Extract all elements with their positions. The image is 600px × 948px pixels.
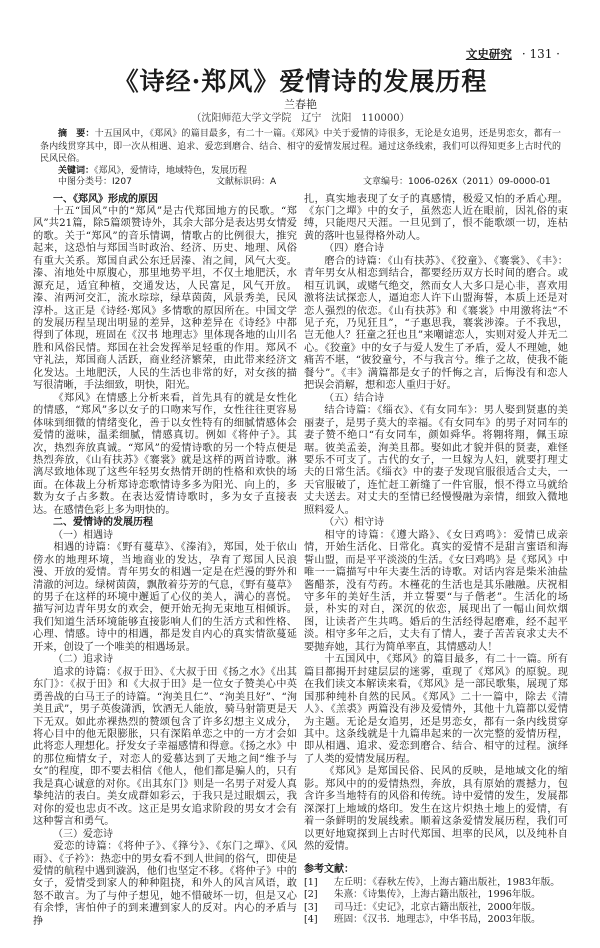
reference-item <box>304 889 568 901</box>
paragraph: 扎，真实地表现了女子的真感情，极爱又怕的矛盾心理。《东门之墠》中的女子，虽然恋人近在眼前，因礼俗的束缚，只能咫尺天涯。一旦见到了，恨不能歌颂一切，连枯黄的落叶也显得格外动人。 <box>304 193 568 242</box>
article-number: 文章编号：1006-026X（2011）09-0000-01 <box>363 177 551 187</box>
body-columns <box>33 194 568 929</box>
reference-text: 班固：《汉书．地理志》，中华书局，2003年版。 <box>334 914 541 926</box>
references-heading: 参考文献： <box>304 863 354 875</box>
abstract-label: 摘 要： <box>58 129 95 139</box>
paragraph: 磨合的诗篇：《山有扶苏》、《狡童》、《褰裳》、《丰》：青年男女从相恋到结合，都要经历双方长时间的磨合。或相互讥讽，或赌气绝交，然而女人大多口是心非，喜欢用激将法试探恋人，逼迫恋人许下山盟海誓，本质上还是对恋人强烈的依恋。《山有扶苏》和《褰裳》中用激将法“不见子充，乃见狂且”，“子惠思我，褰裳涉溱。子不我思，岂无他人？狂童之狂也且”来嘲谑恋人，实则对爱人并无二心。《狡童》中的女子与爱人发生了矛盾，爱人不理她，她痛苦不堪，“彼狡童兮，不与我言兮。维子之故，使我不能餐兮”。《丰》满篇都是女子的忏悔之言，后悔没有和恋人把误会消解，想和恋人重归于好。 <box>304 255 568 392</box>
subsection-heading: （五）结合诗 <box>324 392 384 404</box>
keywords-text: 《郑风》，爱情诗，地域特色，发展历程 <box>94 165 248 176</box>
clc-number: 中图分类号：I207 <box>58 177 132 187</box>
reference-text: 左丘明：《春秋左传》，上海古籍出版社，1983年版。 <box>334 876 560 888</box>
subsection-heading: （一）相遇诗 <box>53 529 113 541</box>
section-heading: 二、爱情诗的发展历程 <box>53 517 153 529</box>
reference-item <box>304 902 568 914</box>
left-column <box>33 194 297 929</box>
paragraph: 爱恋的诗篇：《将仲子》、《箨兮》、《东门之墠》、《风雨》、《子衿》：热恋中的男女看不到人世间的俗气，即使是爱情的航程中遇到漩涡，他们也坚定不移。《将仲子》中的女子，爱情受到家人的种种阻挠，和外人的风言风语，敢怒不敢言。为了与仲子想见，她不惜破坏一切，但是又心有余悸，害怕仲子的到来遭到家人的反对。内心的矛盾与挣 <box>33 841 297 927</box>
classification-meta <box>58 177 568 189</box>
page-number: · 131 · <box>521 47 560 61</box>
author: 兰春艳 <box>284 98 317 111</box>
subsection-heading: （三）爱恋诗 <box>53 828 113 840</box>
paragraph: 十五“国风”中的“郑风”是古代郑国地方的民歌。“郑风”共21篇，除5篇颂赞诗外，其余大部分是表达男女情爱的歌。关于“郑风”的音乐情调，情歌占的比例很大，推究起来，这恐怕与郑国当时政治、经济、历史、地理、风俗有重大关系。郑国自武公东迁居溱、洧之间，风气大变。溱、洧地处中原腹心，那里地势平坦，不仅土地肥沃，水源充足，适宜种植，交通发达，人民富足，风气开放。溱、洧两河交汇，流水琮琮，绿草茵茵，风景秀美，民风淳朴。这正是《诗经·郑风》多情歌的原因所在。中国文学的发展历程呈现出明显的差异，这种差异在《诗经》中都得到了体现，班固在《汉书 地理志》里体现各地的山川名胜和风俗民情。郑国在社会发挥举足轻重的作用。郑风不守礼法，郑国商人活跃，商业经济繁荣，由此带来经济文化发达。土地肥沃，人民的生活也非常的好，对女孩的描写很清晰，手法细致，明快，阳光。 <box>33 205 297 392</box>
subsection-heading: （六）相守诗 <box>324 517 384 529</box>
abstract <box>40 128 561 166</box>
section-heading: 一、《郑风》形成的原因 <box>53 193 158 205</box>
journal-section: 文史研究 <box>465 47 512 61</box>
running-header <box>33 47 568 62</box>
affiliation: （沈阳师范大学文学院 辽宁 沈阳 110000） <box>191 113 410 124</box>
document-code: 文献标识码：A <box>216 177 277 187</box>
article-title: 《诗经·郑风》爱情诗的发展历程 <box>113 67 488 96</box>
reference-number: [1] <box>304 876 318 888</box>
reference-item <box>304 914 568 926</box>
reference-text: 朱熹：《诗集传》，上海古籍出版社，1996年版。 <box>334 889 541 901</box>
paragraph: 十五国风中，《郑风》的篇目最多，有二十一篇。所有篇目都揭开封建层层的迷雾，重现了《郑风》的原貌。现在我们读文本解读来看，《郑风》是一部民歌集，展现了郑国那种纯朴自然的民风。《郑风》二十一篇中，除去《清人》、《羔裘》两篇没有涉及爱情外，其他十九篇都以爱情为主题。无论是女追男，还是男恋女，都有一条内线贯穿其中。这条线就是十九篇串起来的一次完整的爱情历程，即从相遇、追求、爱恋到磨合、结合、相守的过程。演绎了人类的爱情发展历程。 <box>304 654 568 765</box>
reference-number: [3] <box>304 901 318 913</box>
paragraph: 相守的诗篇：《遵大路》、《女曰鸡鸣》：爱情已成亲情，开始生活化、日常化。真实的爱情不是甜言蜜语和海誓山盟，而是平平淡淡的生活。《女曰鸡鸣》是《郑风》中唯一一篇描写中年夫妻生活的诗歌。对话内容是柴米油盐酱醋茶，没有芍药。木槿花的生活也是其乐融融。庆祝相守多年的美好生活，并立誓要“与子偕老”。生活化的场景，朴实的对白，深沉的依恋，展现出了一幅山间炊烟图，让读者产生共鸣。婚后的生活经得起磨难，经不起平淡。相守多年之后，丈夫有了情人，妻子苦苦哀求丈夫不要抛弃她，其行为简单率直，其情感动人！ <box>304 529 568 653</box>
paragraph: 追求的诗篇：《叔于田》、《大叔于田《扬之水》《出其东门》：《叔于田》和《大叔于田》是一位女子赞美心中英勇善战的白马王子的诗篇。“洵美且仁”、“洵美且好”、“洵美且武”，男子英俊潇洒，饮酒无人能放，骑马射箭更是天下无双。如此赤裸热烈的赞颂包含了许多幻想主义成分，将心目中的他无限膨胀，只有深陷单恋之中的一方才会如此将恋人理想化。抒发女子幸福感情和得意。《扬之水》中的那位痴情女子，对恋人的爱慕达到了天地之间“维予与女”的程度，即不要去相信《他人，他们都是骗人的，只有我是真心诚意的对你。《出其东门》则是一名男子对爱人真挚纯洁的表白。美女成群如彩云，于我只是过眼烟云，我对你的爱也忠贞不改。这正是男女追求阶段的男女才会有这种誓言和勇气。 <box>33 666 297 828</box>
paragraph: 结合诗篇：《缁衣》、《有女同车》：男人娶到贤惠的美丽妻子，是男子莫大的幸福。《有女同车》的男子对同车的妻子赞不绝口“有女同车，颜如舜华。将翱将翔，佩玉琼琚。彼美孟姜，洵美且都。娶如此才貌并俱的贤妻，难怪要乐不可支了。古代的女子，一旦嫁为人妇，就要打理丈夫的日常生活。《缁衣》中的妻子发现官服很适合丈夫，一天官服破了，连忙赶工新缝了一件官服，恨不得立马就给丈夫送去。对丈夫的至情已经慢慢融为亲情，细致入微地照料爱人。 <box>304 405 568 516</box>
paragraph: 相遇的诗篇：《野有蔓草》、《溱洧》，郑国，处于依山傍水的地理环境，当地商业的发达，孕育了郑国人民浪漫、开放的爱情。青年男女的相遇一定是在烂漫的野外和清澈的河边。绿树茵茵，飘散着芬芳的气息，《野有蔓草》的男子在这样的环境中邂逅了心仪的美人，满心的喜悦。描写河边青年男女的欢会，便开始无拘无束地互相倾诉。我们知道生活环境能够直接影响人们的生活方式和性格、心理、情感。诗中的相遇，都是发自内心的真实情欲蔓延开来，创设了一个唯美的相遇场景。 <box>33 542 297 653</box>
keywords <box>58 166 568 178</box>
reference-text: 司马迁：《史记》，北京古籍出版社，2000年版。 <box>334 901 541 913</box>
abstract-text: 十五国风中，《郑风》的篇目最多，有二十一篇。《郑风》中关于爱情的诗很多，无论是女追男，还是男恋女，都有一条内线贯穿其中，即一次从相遇、追求、爱恋到磨合、结合、相守的爱情发展过程。通过这条线索，我们可以得知更多上古时代的民风民俗。 <box>40 129 561 164</box>
keywords-label: 关键词： <box>58 165 95 176</box>
right-column <box>304 194 568 927</box>
paragraph: 《郑风》在情感上分析来看，首先具有的就是女性化的情感，“郑风”多以女子的口吻来写作，女性往往更容易体味到细微的情绪变化，善于以女性特有的细腻情感体会爱情的滋味，温柔细腻，情感真切。例如《将仲子》。其次，热烈奔放真诚。“郑风”的爱情诗歌的另一个特点便是热烈奔放，《山有扶苏》《褰裳》就是这样的两首诗歌。淋漓尽致地体现了这些年轻男女热情开朗的性格和欢快的场面。在体裁上分析郑诗恋歌情诗多多为阳光、向上的，多数为女子占多数。在表达爱情诗歌时，多为女子直接表达。在感情色彩上多为明快的。 <box>33 392 297 516</box>
reference-number: [4] <box>304 914 318 926</box>
subsection-heading: （二）追求诗 <box>53 654 113 666</box>
reference-item <box>304 877 568 889</box>
paragraph: 《郑风》是郑国民俗、民风的反映，是地域文化的缩影。郑风中的的爱情热烈，奔放，具有原始的震撼力，包含许多当地特有的风俗和传统。诗中爱情的发生，发展都深深打上地域的烙印。发生在这片炽热土地上的爱情，有着一条鲜明的发展线索。顺着这条爱情发展历程，我们可以更好地窥探到上古时代郑国、坦率的民风，以及纯朴自然的爱情。 <box>304 766 568 853</box>
subsection-heading: （四）磨合诗 <box>324 243 384 255</box>
reference-number: [2] <box>304 889 318 901</box>
